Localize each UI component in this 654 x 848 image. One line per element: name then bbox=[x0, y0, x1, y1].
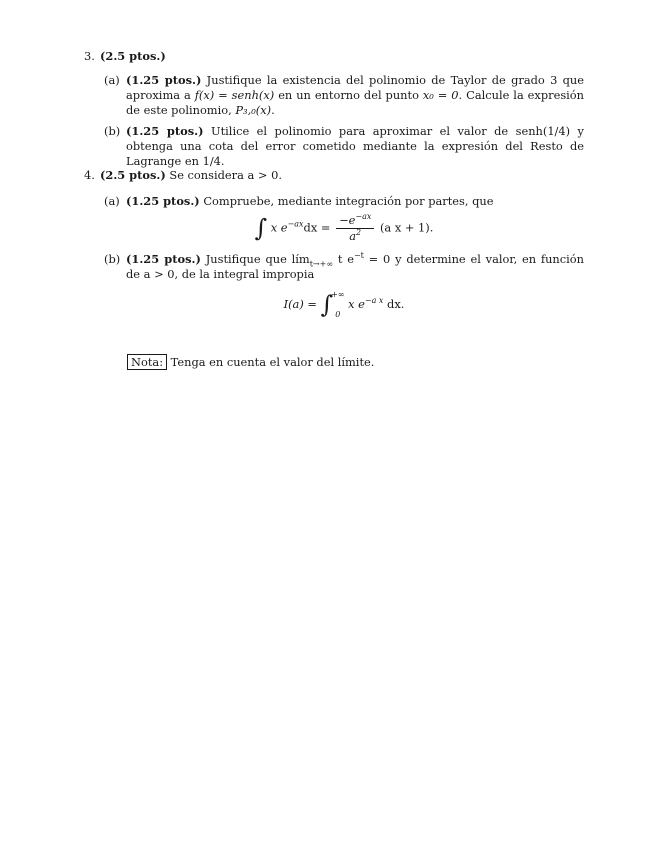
math-poly: P₃,₀(x) bbox=[235, 103, 272, 117]
item-label: (a) bbox=[104, 73, 120, 87]
problem-3b bbox=[104, 124, 584, 169]
item-text: Utilice el polinomio para aproximar el valor de senh(1/4) y obtenga una cota del error cometido mediante la expresión del Resto de Lagrange en 1/4. bbox=[126, 124, 584, 168]
problem-3 bbox=[84, 49, 584, 169]
item-text: Compruebe, mediante integración por partes, que bbox=[199, 194, 494, 208]
note-label: Nota: bbox=[127, 354, 167, 370]
item-text: en un entorno del punto bbox=[274, 88, 423, 102]
problem-4b: (b) (1.25 ptos.) Justifique que lím$_{t\to+\infty}$ t $e^{-t} = 0$ y determine el valor, en función de a > 0, de la integral impropia I(a) = ∫ +∞ 0 x $e^{-a x}$ dx. bbox=[104, 251, 584, 319]
math-x0: x₀ = 0 bbox=[422, 88, 459, 102]
math-fx: f(x) = senh(x) bbox=[194, 88, 275, 102]
item-points: (1.25 ptos.) bbox=[126, 252, 201, 266]
integral-limits: +∞ 0 bbox=[331, 290, 345, 319]
problem-intro: Se considera a > 0. bbox=[165, 168, 282, 182]
problem-number: 4. bbox=[84, 168, 95, 182]
item-label: (b) bbox=[104, 124, 121, 138]
equation-integration-by-parts: ∫ x $e^{-ax}dx$ = $\frac{-e^{-ax}}{a^2}$ (a x + 1). bbox=[254, 212, 434, 243]
limit-subscript: t→+∞ bbox=[309, 259, 334, 269]
item-points: (1.25 ptos.) bbox=[126, 124, 204, 138]
problem-points: (2.5 ptos.) bbox=[100, 49, 166, 63]
problem-points: (2.5 ptos.) bbox=[100, 168, 166, 182]
problem-number: 3. bbox=[84, 49, 95, 63]
item-text: . Calcule la expresión de este polinomio, bbox=[126, 88, 584, 117]
item-label: (b) bbox=[104, 252, 121, 266]
item-label: (a) bbox=[104, 194, 120, 208]
item-points: (1.25 ptos.) bbox=[126, 194, 200, 208]
item-points: (1.25 ptos.) bbox=[126, 73, 202, 87]
note bbox=[127, 355, 374, 370]
fraction: $\frac{-e^{-ax}}{a^2}$ bbox=[336, 213, 374, 244]
problem-4 bbox=[84, 168, 584, 330]
integral-sign: ∫ bbox=[254, 214, 268, 242]
integral-sign: ∫ bbox=[320, 290, 334, 319]
equation-improper-integral: I(a) = ∫ +∞ 0 x $e^{-a x}$ dx. bbox=[283, 290, 405, 319]
problem-3a: (a) (1.25 ptos.) Justifique la existencia del polinomio de Taylor de grado 3 que aproxima a f(x) = senh(x) en un entorno del punto x₀ = 0. Calcule la expresión de este polinomio, P₃,₀(x). bbox=[104, 73, 584, 117]
problem-4a bbox=[104, 194, 584, 244]
item-text: Justifique la existencia del polinomio de Taylor de grado 3 que aproxima a bbox=[126, 73, 584, 102]
note-text: Tenga en cuenta el valor del límite. bbox=[167, 355, 375, 369]
